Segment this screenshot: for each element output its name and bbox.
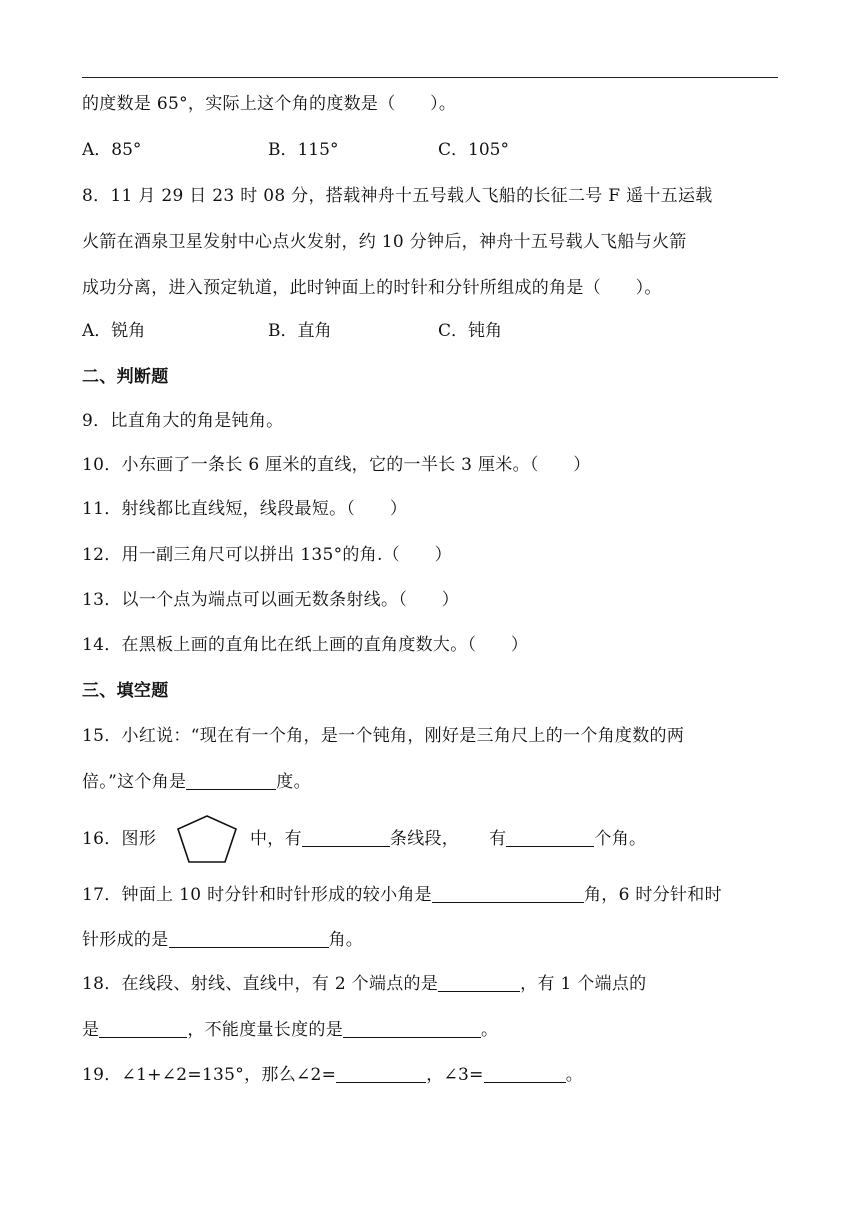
q16-text-mid1: 中，有 — [250, 829, 302, 849]
q18-answer-blank-2[interactable] — [99, 1019, 187, 1038]
q7-option-a: A．85° — [82, 140, 142, 160]
q17-line-2 — [82, 929, 363, 951]
q8-line-3: 成功分离，进入预定轨道，此时钟面上的时针和分针所组成的角是（ ）。 — [82, 278, 662, 298]
q16-line — [250, 828, 646, 850]
q16-segments-blank[interactable] — [302, 828, 390, 847]
q15-line-2 — [82, 771, 311, 793]
q8-option-b: B．直角 — [268, 321, 332, 341]
q16-text-mid3: 有 — [489, 829, 507, 849]
q17-answer-blank-1[interactable] — [432, 884, 584, 903]
header-rule — [82, 77, 778, 78]
q19-line — [82, 1064, 583, 1086]
q7-option-b: B．115° — [268, 140, 339, 160]
q17-answer-blank-2[interactable] — [169, 929, 329, 948]
q17-text-post: 角，6 时分针和时 — [583, 885, 722, 905]
q16-angles-blank[interactable] — [506, 828, 594, 847]
q16-text-post: 个角。 — [594, 829, 647, 849]
q15-text-post: 度。 — [276, 772, 311, 792]
q18-text-post-2: 。 — [481, 1020, 499, 1040]
q8-line-2: 火箭在酒泉卫星发射中心点火发射，约 10 分钟后，神舟十五号载人飞船与火箭 — [82, 232, 687, 252]
q9: 9．比直角大的角是钝角。 — [82, 411, 284, 431]
q13: 13．以一个点为端点可以画无数条射线。（ ） — [82, 590, 460, 610]
q19-answer-blank-1[interactable] — [336, 1064, 426, 1083]
q18-line-2 — [82, 1019, 498, 1041]
section-2-heading: 二、判断题 — [82, 367, 169, 387]
q10: 10．小东画了一条长 6 厘米的直线，它的一半长 3 厘米。（ ） — [82, 455, 591, 475]
q8-option-c: C．钝角 — [438, 321, 503, 341]
q18-text-mid-2: ，不能度量长度的是 — [187, 1020, 344, 1040]
q18-answer-blank-3[interactable] — [343, 1019, 481, 1038]
q18-text-post: ，有 1 个端点的 — [520, 974, 647, 994]
q17-text-post-2: 角。 — [328, 930, 364, 950]
q11: 11．射线都比直线短，线段最短。（ ） — [82, 499, 408, 519]
q15-text-pre: 倍。”这个角是 — [82, 772, 187, 792]
q8-line-1: 8．11 月 29 日 23 时 08 分，搭载神舟十五号载人飞船的长征二号 F 遥十五运载 — [82, 186, 713, 206]
q19-text-pre: 19．∠1+∠2=135°，那么∠2= — [82, 1065, 337, 1085]
q19-text-post: 。 — [565, 1065, 584, 1085]
q17-text-pre-2: 针形成的是 — [82, 930, 169, 950]
q7-tail: 的度数是 65°，实际上这个角的度数是（ ）。 — [82, 94, 457, 114]
q18-text-pre-2: 是 — [82, 1020, 100, 1040]
q16-pre: 16．图形 — [82, 829, 157, 849]
q16-text-mid2: 条线段， — [389, 829, 460, 849]
q8-option-a: A．锐角 — [82, 321, 146, 341]
q19-answer-blank-2[interactable] — [484, 1064, 566, 1083]
q15-line-1: 15．小红说：“现在有一个角，是一个钝角，刚好是三角尺上的一个角度数的两 — [82, 726, 685, 746]
q14: 14．在黑板上画的直角比在纸上画的直角度数大。（ ） — [82, 635, 529, 655]
q17-line-1 — [82, 884, 722, 906]
q18-line-1 — [82, 973, 646, 995]
q17-text-pre: 17．钟面上 10 时分针和时针形成的较小角是 — [82, 885, 432, 905]
section-3-heading: 三、填空题 — [82, 681, 169, 701]
q12: 12．用一副三角尺可以拼出 135°的角.（ ） — [82, 545, 452, 565]
q18-answer-blank-1[interactable] — [438, 973, 520, 992]
q7-option-c: C．105° — [438, 140, 509, 160]
q18-text-pre: 18．在线段、射线、直线中，有 2 个端点的是 — [82, 974, 439, 994]
q19-text-mid: ，∠3= — [426, 1065, 484, 1085]
q15-answer-blank[interactable] — [186, 771, 276, 790]
pentagon-figure — [175, 813, 239, 865]
